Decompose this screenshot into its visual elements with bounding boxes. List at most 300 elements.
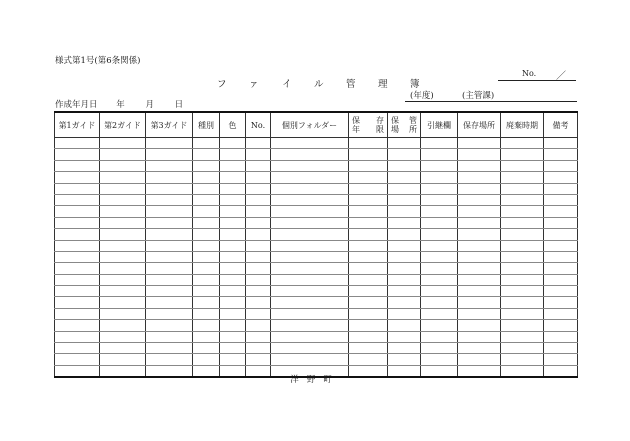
table-cell[interactable] bbox=[349, 149, 388, 160]
table-cell[interactable] bbox=[55, 308, 100, 319]
table-cell[interactable] bbox=[458, 138, 501, 149]
col-custody-place bbox=[388, 112, 421, 138]
table-cell[interactable] bbox=[246, 354, 271, 365]
table-cell[interactable] bbox=[246, 331, 271, 342]
table-row bbox=[55, 263, 578, 274]
table-cell[interactable] bbox=[271, 286, 349, 297]
table-cell[interactable] bbox=[193, 331, 220, 342]
table-cell[interactable] bbox=[146, 138, 193, 149]
table-cell[interactable] bbox=[501, 331, 544, 342]
table-cell[interactable] bbox=[271, 149, 349, 160]
table-cell[interactable] bbox=[100, 343, 146, 354]
table-cell[interactable] bbox=[421, 343, 458, 354]
table-cell[interactable] bbox=[193, 217, 220, 228]
table-cell[interactable] bbox=[544, 217, 578, 228]
table-cell[interactable] bbox=[421, 297, 458, 308]
table-cell[interactable] bbox=[220, 206, 246, 217]
table-cell[interactable] bbox=[193, 172, 220, 183]
table-cell[interactable] bbox=[55, 183, 100, 194]
table-cell[interactable] bbox=[349, 263, 388, 274]
table-cell[interactable] bbox=[501, 206, 544, 217]
table-cell[interactable] bbox=[388, 229, 421, 240]
table-cell[interactable] bbox=[146, 354, 193, 365]
table-cell[interactable] bbox=[146, 183, 193, 194]
table-cell[interactable] bbox=[501, 308, 544, 319]
table-cell[interactable] bbox=[193, 343, 220, 354]
table-cell[interactable] bbox=[501, 183, 544, 194]
table-cell[interactable] bbox=[501, 229, 544, 240]
table-cell[interactable] bbox=[458, 320, 501, 331]
table-cell[interactable] bbox=[193, 263, 220, 274]
table-cell[interactable] bbox=[271, 343, 349, 354]
table-cell[interactable] bbox=[544, 263, 578, 274]
table-cell[interactable] bbox=[458, 251, 501, 262]
table-cell[interactable] bbox=[349, 217, 388, 228]
table-cell[interactable] bbox=[55, 286, 100, 297]
table-cell[interactable] bbox=[271, 160, 349, 171]
table-cell[interactable] bbox=[544, 297, 578, 308]
table-cell[interactable] bbox=[220, 331, 246, 342]
table-cell[interactable] bbox=[100, 160, 146, 171]
table-cell[interactable] bbox=[421, 149, 458, 160]
table-cell[interactable] bbox=[388, 240, 421, 251]
table-row bbox=[55, 331, 578, 342]
col-disposal-time: 廃棄時期 bbox=[501, 112, 544, 138]
col-storage-location: 保存場所 bbox=[458, 112, 501, 138]
table-cell[interactable] bbox=[146, 229, 193, 240]
table-cell[interactable] bbox=[544, 229, 578, 240]
table-row bbox=[55, 172, 578, 183]
table-cell[interactable] bbox=[100, 286, 146, 297]
table-cell[interactable] bbox=[246, 149, 271, 160]
table-cell[interactable] bbox=[193, 206, 220, 217]
table-cell[interactable] bbox=[458, 149, 501, 160]
table-cell[interactable] bbox=[55, 172, 100, 183]
table-cell[interactable] bbox=[544, 206, 578, 217]
table-cell[interactable] bbox=[246, 308, 271, 319]
table-cell[interactable] bbox=[246, 138, 271, 149]
table-cell[interactable] bbox=[271, 206, 349, 217]
table-cell[interactable] bbox=[349, 183, 388, 194]
table-cell[interactable] bbox=[271, 320, 349, 331]
table-cell[interactable] bbox=[100, 138, 146, 149]
table-cell[interactable] bbox=[388, 183, 421, 194]
table-cell[interactable] bbox=[146, 308, 193, 319]
table-cell[interactable] bbox=[220, 297, 246, 308]
table-cell[interactable] bbox=[55, 263, 100, 274]
table-row bbox=[55, 308, 578, 319]
table-row bbox=[55, 320, 578, 331]
table-cell[interactable] bbox=[458, 160, 501, 171]
table-cell[interactable] bbox=[271, 217, 349, 228]
table-cell[interactable] bbox=[501, 354, 544, 365]
table-cell[interactable] bbox=[421, 217, 458, 228]
created-year-label: 年 bbox=[116, 100, 125, 110]
table-cell[interactable] bbox=[501, 194, 544, 205]
table-cell[interactable] bbox=[193, 149, 220, 160]
col-remarks: 備考 bbox=[544, 112, 578, 138]
table-cell[interactable] bbox=[146, 217, 193, 228]
table-cell[interactable] bbox=[501, 172, 544, 183]
table-cell[interactable] bbox=[220, 286, 246, 297]
table-cell[interactable] bbox=[388, 320, 421, 331]
table-row bbox=[55, 251, 578, 262]
table-cell[interactable] bbox=[388, 343, 421, 354]
table-cell[interactable] bbox=[55, 354, 100, 365]
table-row bbox=[55, 343, 578, 354]
table-cell[interactable] bbox=[421, 274, 458, 285]
table-cell[interactable] bbox=[100, 354, 146, 365]
table-cell[interactable] bbox=[544, 183, 578, 194]
table-cell[interactable] bbox=[246, 343, 271, 354]
table-cell[interactable] bbox=[246, 240, 271, 251]
table-row bbox=[55, 138, 578, 149]
table-cell[interactable] bbox=[501, 320, 544, 331]
table-cell[interactable] bbox=[349, 274, 388, 285]
table-cell[interactable] bbox=[246, 194, 271, 205]
table-cell[interactable] bbox=[100, 183, 146, 194]
table-cell[interactable] bbox=[544, 240, 578, 251]
table-header-row bbox=[55, 112, 578, 138]
table-cell[interactable] bbox=[193, 308, 220, 319]
table-cell[interactable] bbox=[458, 354, 501, 365]
table-cell[interactable] bbox=[220, 217, 246, 228]
table-cell[interactable] bbox=[100, 149, 146, 160]
table-cell[interactable] bbox=[349, 343, 388, 354]
table-cell[interactable] bbox=[146, 343, 193, 354]
table-cell[interactable] bbox=[349, 354, 388, 365]
table-cell[interactable] bbox=[421, 183, 458, 194]
table-cell[interactable] bbox=[193, 286, 220, 297]
table-cell[interactable] bbox=[146, 160, 193, 171]
table-cell[interactable] bbox=[501, 274, 544, 285]
table-cell[interactable] bbox=[193, 229, 220, 240]
table-cell[interactable] bbox=[458, 274, 501, 285]
table-cell[interactable] bbox=[349, 286, 388, 297]
table-cell[interactable] bbox=[388, 297, 421, 308]
table-cell[interactable] bbox=[55, 194, 100, 205]
table-cell[interactable] bbox=[544, 172, 578, 183]
table-cell[interactable] bbox=[501, 160, 544, 171]
table-cell[interactable] bbox=[246, 229, 271, 240]
table-cell[interactable] bbox=[544, 251, 578, 262]
table-cell[interactable] bbox=[544, 286, 578, 297]
table-cell[interactable] bbox=[271, 183, 349, 194]
table-cell[interactable] bbox=[349, 240, 388, 251]
table-cell[interactable] bbox=[271, 331, 349, 342]
table-cell[interactable] bbox=[55, 297, 100, 308]
created-label: 作成年月日 bbox=[55, 100, 98, 110]
table-cell[interactable] bbox=[100, 240, 146, 251]
table-cell[interactable] bbox=[458, 217, 501, 228]
table-cell[interactable] bbox=[501, 149, 544, 160]
table-cell[interactable] bbox=[100, 274, 146, 285]
table-cell[interactable] bbox=[55, 160, 100, 171]
table-cell[interactable] bbox=[193, 274, 220, 285]
table-cell[interactable] bbox=[146, 240, 193, 251]
col-number: No. bbox=[246, 112, 271, 138]
table-cell[interactable] bbox=[220, 183, 246, 194]
table-cell[interactable] bbox=[271, 274, 349, 285]
table-cell[interactable] bbox=[349, 251, 388, 262]
table-cell[interactable] bbox=[421, 331, 458, 342]
title-char: ル bbox=[314, 79, 324, 90]
table-cell[interactable] bbox=[501, 138, 544, 149]
table-cell[interactable] bbox=[458, 343, 501, 354]
table-cell[interactable] bbox=[458, 286, 501, 297]
table-cell[interactable] bbox=[100, 251, 146, 262]
table-cell[interactable] bbox=[220, 320, 246, 331]
table-cell[interactable] bbox=[349, 194, 388, 205]
table-cell[interactable] bbox=[55, 274, 100, 285]
table-cell[interactable] bbox=[388, 194, 421, 205]
table-cell[interactable] bbox=[146, 263, 193, 274]
table-cell[interactable] bbox=[349, 320, 388, 331]
table-cell[interactable] bbox=[458, 308, 501, 319]
table-cell[interactable] bbox=[458, 229, 501, 240]
table-cell[interactable] bbox=[55, 320, 100, 331]
table-body bbox=[55, 138, 578, 378]
table-cell[interactable] bbox=[349, 308, 388, 319]
table-cell[interactable] bbox=[100, 194, 146, 205]
table-cell[interactable] bbox=[544, 194, 578, 205]
table-cell[interactable] bbox=[388, 160, 421, 171]
table-cell[interactable] bbox=[349, 331, 388, 342]
table-cell[interactable] bbox=[544, 160, 578, 171]
table-cell[interactable] bbox=[388, 251, 421, 262]
table-row bbox=[55, 206, 578, 217]
table-cell[interactable] bbox=[271, 354, 349, 365]
table-cell[interactable] bbox=[193, 354, 220, 365]
table-cell[interactable] bbox=[146, 251, 193, 262]
table-cell[interactable] bbox=[458, 297, 501, 308]
table-cell[interactable] bbox=[349, 172, 388, 183]
table-cell[interactable] bbox=[421, 251, 458, 262]
table-cell[interactable] bbox=[55, 206, 100, 217]
table-cell[interactable] bbox=[388, 331, 421, 342]
table-cell[interactable] bbox=[271, 229, 349, 240]
table-cell[interactable] bbox=[220, 194, 246, 205]
table-cell[interactable] bbox=[220, 160, 246, 171]
table-cell[interactable] bbox=[544, 343, 578, 354]
table-cell[interactable] bbox=[501, 263, 544, 274]
table-cell[interactable] bbox=[544, 274, 578, 285]
title-char: ァ bbox=[249, 79, 259, 90]
created-month-label: 月 bbox=[145, 100, 154, 110]
table-cell[interactable] bbox=[193, 240, 220, 251]
table-cell[interactable] bbox=[100, 331, 146, 342]
table-cell[interactable] bbox=[421, 308, 458, 319]
table-cell[interactable] bbox=[246, 320, 271, 331]
table-cell[interactable] bbox=[421, 160, 458, 171]
table-cell[interactable] bbox=[349, 229, 388, 240]
table-cell[interactable] bbox=[100, 308, 146, 319]
table-cell[interactable] bbox=[458, 331, 501, 342]
table-cell[interactable] bbox=[458, 263, 501, 274]
table-cell[interactable] bbox=[193, 251, 220, 262]
table-cell[interactable] bbox=[421, 206, 458, 217]
table-cell[interactable] bbox=[220, 251, 246, 262]
table-cell[interactable] bbox=[271, 263, 349, 274]
table-cell[interactable] bbox=[146, 194, 193, 205]
table-cell[interactable] bbox=[100, 217, 146, 228]
col-handover: 引継欄 bbox=[421, 112, 458, 138]
file-ledger-table bbox=[54, 111, 578, 378]
table-cell[interactable] bbox=[501, 240, 544, 251]
number-field[interactable] bbox=[498, 69, 576, 81]
table-cell[interactable] bbox=[349, 138, 388, 149]
table-cell[interactable] bbox=[146, 297, 193, 308]
table-cell[interactable] bbox=[55, 343, 100, 354]
number-slash: ／ bbox=[556, 71, 566, 82]
table-cell[interactable] bbox=[146, 331, 193, 342]
table-cell[interactable] bbox=[421, 240, 458, 251]
table-row bbox=[55, 160, 578, 171]
table-cell[interactable] bbox=[220, 138, 246, 149]
table-cell[interactable] bbox=[544, 320, 578, 331]
table-cell[interactable] bbox=[220, 172, 246, 183]
table-cell[interactable] bbox=[501, 343, 544, 354]
table-cell[interactable] bbox=[100, 297, 146, 308]
col-guide-3: 第3ガイド bbox=[146, 112, 193, 138]
table-cell[interactable] bbox=[246, 297, 271, 308]
title-char: 簿 bbox=[410, 79, 420, 90]
table-cell[interactable] bbox=[388, 206, 421, 217]
table-cell[interactable] bbox=[501, 217, 544, 228]
table-cell[interactable] bbox=[55, 149, 100, 160]
table-cell[interactable] bbox=[55, 331, 100, 342]
table-cell[interactable] bbox=[458, 206, 501, 217]
table-cell[interactable] bbox=[349, 160, 388, 171]
table-cell[interactable] bbox=[421, 263, 458, 274]
title-char: フ bbox=[217, 79, 227, 90]
table-cell[interactable] bbox=[246, 251, 271, 262]
table-cell[interactable] bbox=[100, 263, 146, 274]
table-cell[interactable] bbox=[146, 286, 193, 297]
table-cell[interactable] bbox=[388, 172, 421, 183]
table-cell[interactable] bbox=[388, 149, 421, 160]
table-cell[interactable] bbox=[544, 331, 578, 342]
table-cell[interactable] bbox=[388, 263, 421, 274]
table-cell[interactable] bbox=[544, 138, 578, 149]
table-cell[interactable] bbox=[501, 286, 544, 297]
table-row bbox=[55, 183, 578, 194]
table-row bbox=[55, 240, 578, 251]
table-cell[interactable] bbox=[421, 172, 458, 183]
table-cell[interactable] bbox=[246, 183, 271, 194]
table-cell[interactable] bbox=[271, 194, 349, 205]
table-cell[interactable] bbox=[220, 229, 246, 240]
department-underline bbox=[405, 101, 577, 102]
table-cell[interactable] bbox=[193, 297, 220, 308]
table-cell[interactable] bbox=[501, 297, 544, 308]
table-cell[interactable] bbox=[421, 194, 458, 205]
table-cell[interactable] bbox=[220, 149, 246, 160]
table-cell[interactable] bbox=[246, 274, 271, 285]
custody-line-2: 場 所 bbox=[391, 125, 417, 134]
table-cell[interactable] bbox=[146, 149, 193, 160]
table-cell[interactable] bbox=[544, 308, 578, 319]
table-cell[interactable] bbox=[458, 183, 501, 194]
table-cell[interactable] bbox=[193, 138, 220, 149]
table-cell[interactable] bbox=[55, 217, 100, 228]
table-cell[interactable] bbox=[55, 229, 100, 240]
table-cell[interactable] bbox=[246, 206, 271, 217]
table-cell[interactable] bbox=[388, 217, 421, 228]
table-cell[interactable] bbox=[388, 354, 421, 365]
created-day-label: 日 bbox=[174, 100, 184, 110]
table-cell[interactable] bbox=[220, 354, 246, 365]
table-cell[interactable] bbox=[271, 308, 349, 319]
table-cell[interactable] bbox=[388, 308, 421, 319]
table-cell[interactable] bbox=[271, 172, 349, 183]
table-cell[interactable] bbox=[421, 229, 458, 240]
title-char: 管 bbox=[346, 79, 356, 90]
table-cell[interactable] bbox=[246, 263, 271, 274]
table-cell[interactable] bbox=[100, 229, 146, 240]
col-color: 色 bbox=[220, 112, 246, 138]
table-cell[interactable] bbox=[271, 297, 349, 308]
table-cell[interactable] bbox=[544, 354, 578, 365]
table-cell[interactable] bbox=[388, 274, 421, 285]
col-retention-period bbox=[349, 112, 388, 138]
department-label: (主管課) bbox=[462, 91, 495, 101]
table-cell[interactable] bbox=[246, 160, 271, 171]
table-cell[interactable] bbox=[421, 138, 458, 149]
table-cell[interactable] bbox=[100, 320, 146, 331]
table-cell[interactable] bbox=[100, 206, 146, 217]
table-cell[interactable] bbox=[100, 172, 146, 183]
table-cell[interactable] bbox=[193, 160, 220, 171]
table-cell[interactable] bbox=[246, 172, 271, 183]
table-cell[interactable] bbox=[349, 206, 388, 217]
table-cell[interactable] bbox=[349, 297, 388, 308]
table-cell[interactable] bbox=[458, 172, 501, 183]
table-cell[interactable] bbox=[146, 274, 193, 285]
table-cell[interactable] bbox=[271, 138, 349, 149]
table-cell[interactable] bbox=[146, 320, 193, 331]
table-cell[interactable] bbox=[55, 240, 100, 251]
table-cell[interactable] bbox=[55, 251, 100, 262]
table-cell[interactable] bbox=[458, 240, 501, 251]
table-cell[interactable] bbox=[501, 251, 544, 262]
table-cell[interactable] bbox=[146, 172, 193, 183]
table-cell[interactable] bbox=[220, 240, 246, 251]
custody-line-1: 保 管 bbox=[391, 116, 417, 125]
table-cell[interactable] bbox=[220, 308, 246, 319]
table-cell[interactable] bbox=[388, 138, 421, 149]
table-cell[interactable] bbox=[193, 183, 220, 194]
table-cell[interactable] bbox=[421, 286, 458, 297]
created-date bbox=[55, 98, 183, 110]
table-cell[interactable] bbox=[193, 320, 220, 331]
table-cell[interactable] bbox=[246, 217, 271, 228]
table-cell[interactable] bbox=[271, 240, 349, 251]
table-cell[interactable] bbox=[220, 263, 246, 274]
table-cell[interactable] bbox=[271, 251, 349, 262]
table-cell[interactable] bbox=[146, 206, 193, 217]
table-cell[interactable] bbox=[220, 274, 246, 285]
table-cell[interactable] bbox=[246, 286, 271, 297]
table-cell[interactable] bbox=[55, 138, 100, 149]
table-cell[interactable] bbox=[544, 149, 578, 160]
table-cell[interactable] bbox=[220, 343, 246, 354]
table-cell[interactable] bbox=[458, 194, 501, 205]
table-cell[interactable] bbox=[193, 194, 220, 205]
table-cell[interactable] bbox=[388, 286, 421, 297]
table-cell[interactable] bbox=[421, 354, 458, 365]
table-cell[interactable] bbox=[421, 320, 458, 331]
